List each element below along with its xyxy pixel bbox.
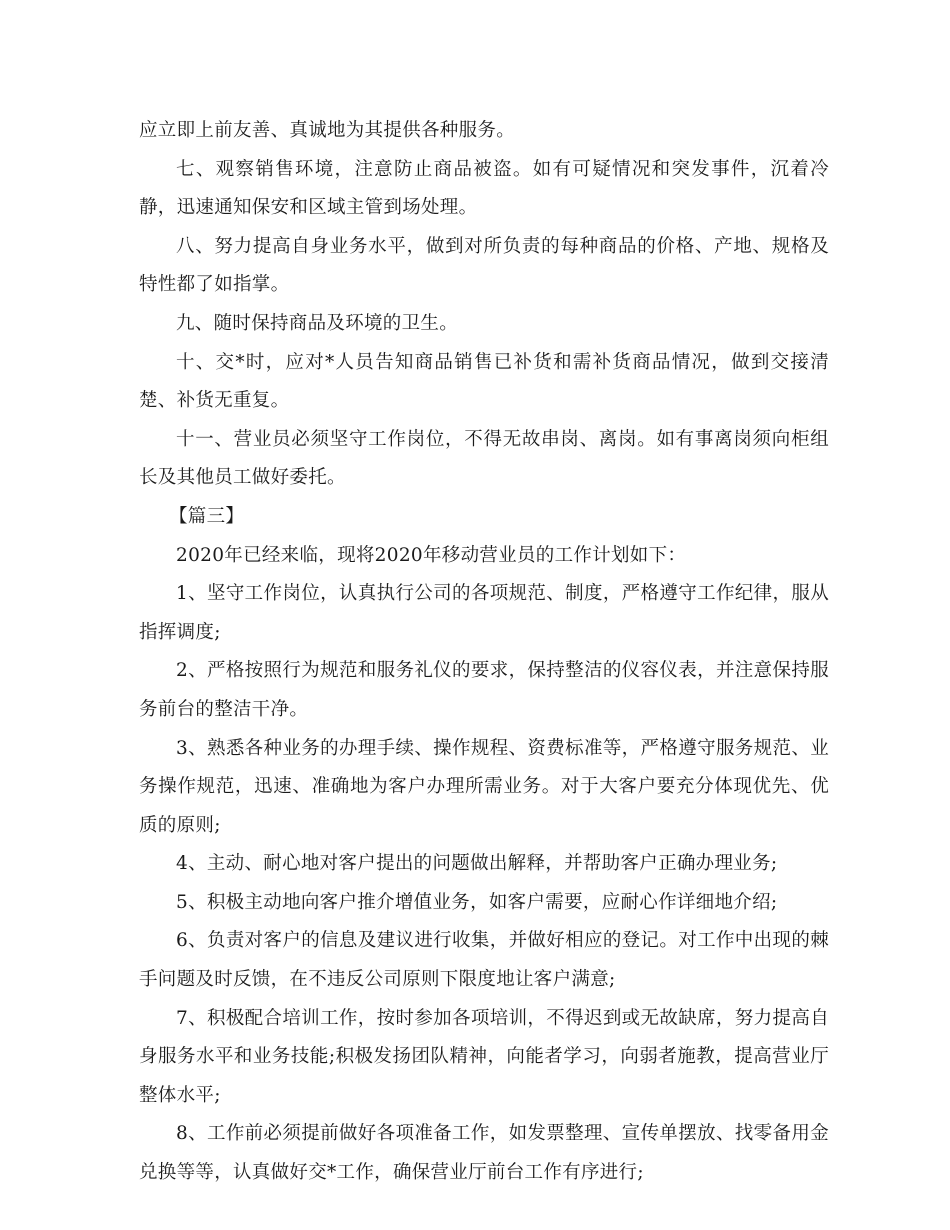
document-body (139, 112, 829, 1193)
plan-item-4: 4、主动、耐心地对客户提出的问题做出解释，并帮助客户正确办理业务; (176, 853, 778, 875)
plan-item-8: 8、工作前必须提前做好各项准备工作，如发票整理、宣传单摆放、找零备用金兑换等等，认真做好交*工作，确保营业厅前台工作有序进行; (139, 1123, 829, 1184)
plan-item-6: 6、负责对客户的信息及建议进行收集，并做好相应的登记。对工作中出现的棘手问题及时反馈，在不违反公司原则下限度地让客户满意; (139, 930, 829, 991)
paragraph-item-11: 十一、营业员必须坚守工作岗位，不得无故串岗、离岗。如有事离岗须向柜组长及其他员工做好委托。 (139, 428, 829, 489)
paragraph-item-8: 八、努力提高自身业务水平，做到对所负责的每种商品的价格、产地、规格及特性都了如指掌。 (139, 235, 829, 296)
paragraph-item-9: 九、随时保持商品及环境的卫生。 (176, 312, 459, 334)
paragraph-item-7: 七、观察销售环境，注意防止商品被盗。如有可疑情况和突发事件，沉着冷静，迅速通知保安和区域主管到场处理。 (139, 158, 829, 219)
plan-item-1: 1、坚守工作岗位，认真执行公司的各项规范、制度，严格遵守工作纪律，服从指挥调度; (139, 583, 829, 643)
plan-item-7: 7、积极配合培训工作，按时参加各项培训，不得迟到或无故缺席，努力提高自身服务水平和业务技能;积极发扬团队精神，向能者学习，向弱者施教，提高营业厅整体水平; (139, 1007, 829, 1106)
paragraph-item-10: 十、交*时，应对*人员告知商品销售已补货和需补货商品情况，做到交接清楚、补货无重复。 (139, 351, 829, 412)
section-heading: 【篇三】 (169, 505, 245, 527)
paragraph-intro: 2020年已经来临，现将2020年移动营业员的工作计划如下： (176, 544, 687, 566)
paragraph-continuation: 应立即上前友善、真诚地为其提供各种服务。 (139, 120, 516, 141)
plan-item-2: 2、严格按照行为规范和服务礼仪的要求，保持整洁的仪容仪表，并注意保持服务前台的整洁干净。 (139, 660, 829, 720)
plan-item-3: 3、熟悉各种业务的办理手续、操作规程、资费标准等，严格遵守服务规范、业务操作规范，迅速、准确地为客户办理所需业务。对于大客户要充分体现优先、优质的原则; (139, 737, 829, 836)
plan-item-5: 5、积极主动地向客户推介增值业务，如客户需要，应耐心作详细地介绍; (176, 891, 778, 913)
